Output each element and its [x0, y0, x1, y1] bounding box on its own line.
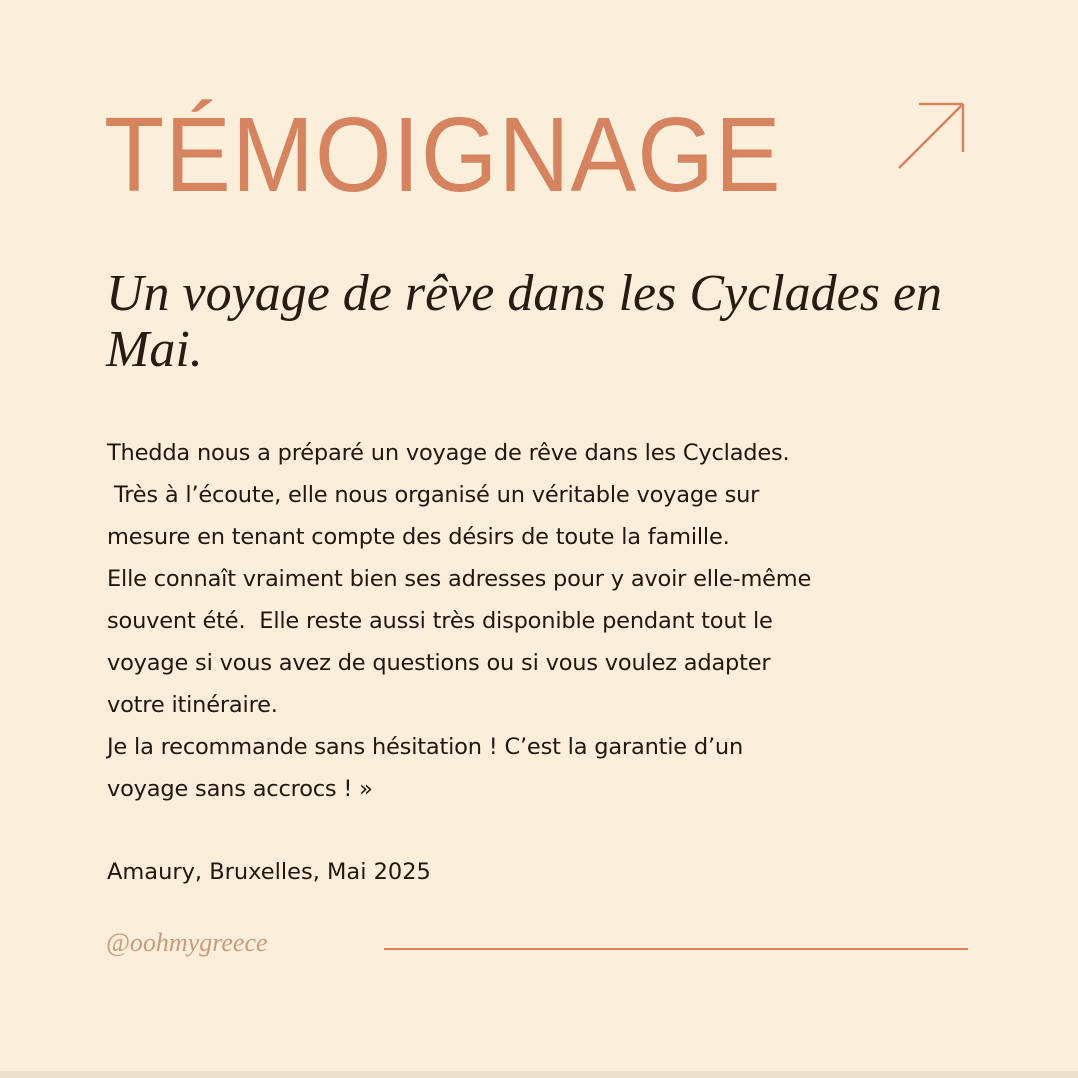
testimonial-headline: Un voyage de rêve dans les Cyclades en Mai. [106, 265, 943, 378]
testimonial-signature: Amaury, Bruxelles, Mai 2025 [107, 859, 431, 885]
social-handle: @oohmygreece [106, 928, 268, 957]
testimonial-body [107, 432, 1007, 810]
body-line: voyage sans accrocs ! » [107, 776, 373, 802]
body-line: votre itinéraire. [107, 692, 278, 718]
arrow-up-right-icon [895, 100, 967, 172]
bottom-edge [0, 1071, 1078, 1078]
body-line: Très à l’écoute, elle nous organisé un véritable voyage sur [107, 482, 760, 508]
page-title: TÉMOIGNAGE [104, 96, 782, 214]
body-line: Je la recommande sans hésitation ! C’est la garantie d’un [107, 734, 744, 760]
body-line: souvent été. Elle reste aussi très disponible pendant tout le [107, 608, 773, 634]
body-line: Thedda nous a préparé un voyage de rêve dans les Cyclades. [107, 440, 790, 466]
footer-divider [384, 948, 968, 950]
body-line: mesure en tenant compte des désirs de toute la famille. [107, 524, 730, 550]
body-line: voyage si vous avez de questions ou si vous voulez adapter [107, 650, 771, 676]
body-line: Elle connaît vraiment bien ses adresses pour y avoir elle-même [107, 566, 812, 592]
